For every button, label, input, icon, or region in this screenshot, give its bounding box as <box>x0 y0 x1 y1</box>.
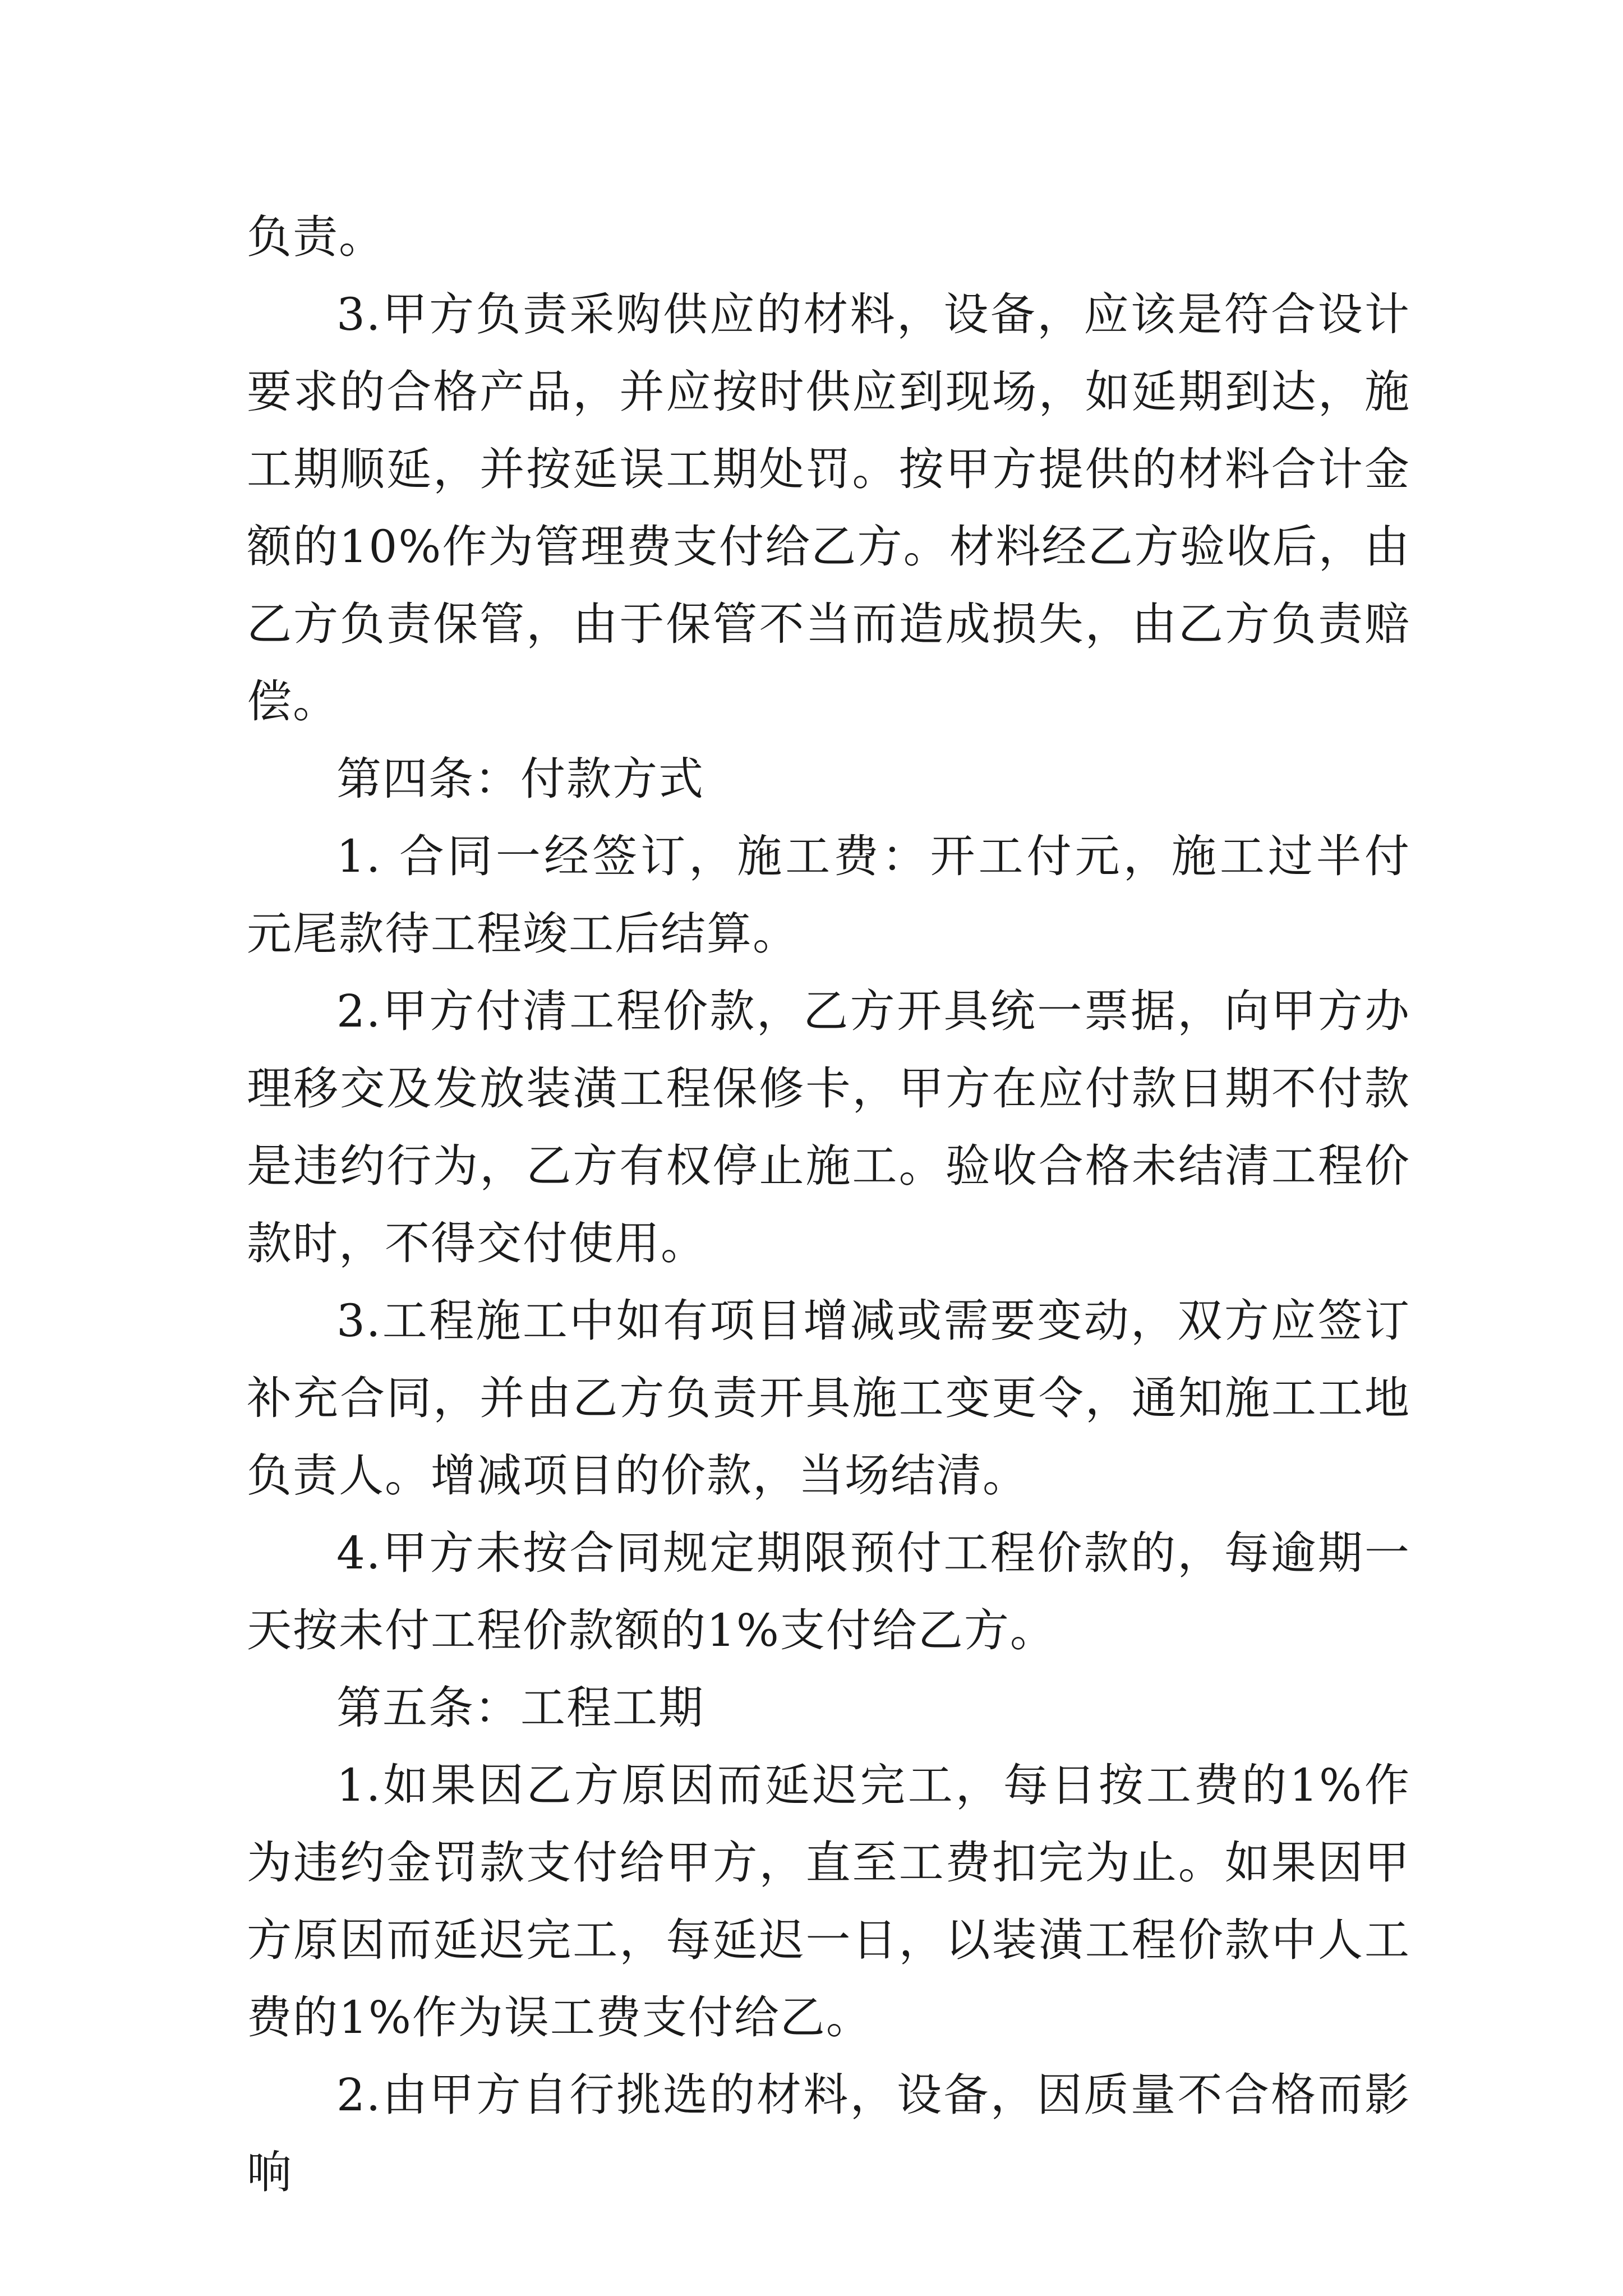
paragraph-item-1-payment: 1. 合同一经签订，施工费：开工付元，施工过半付 元尾款待工程竣工后结算。 <box>247 830 1410 960</box>
paragraph-item-2-materials-quality: 2.由甲方自行挑选的材料，设备，因质量不合格而影响 <box>247 2069 1410 2198</box>
paragraph-item-1-delay: 1.如果因乙方原因而延迟完工，每日按工费的1%作为违约金罚款支付给甲方，直至工费扣完为止。如果因甲方原因而延迟完工，每延迟一日，以装潢工程价款中人工费的1%作为误工费支付给乙。 <box>247 1759 1410 2044</box>
paragraph-item-2-settlement: 2.甲方付清工程价款，乙方开具统一票据，向甲方办理移交及发放装潢工程保修卡，甲方在应付款日期不付款是违约行为，乙方有权停止施工。验收合格未结清工程价款时，不得交付使用。 <box>247 985 1410 1269</box>
section-heading-article-4: 第四条：付款方式 <box>336 753 704 805</box>
paragraph-item-3-changes: 3.工程施工中如有项目增减或需要变动，双方应签订补充合同，并由乙方负责开具施工变更令，通知施工工地负责人。增减项目的价款，当场结清。 <box>247 1295 1410 1502</box>
document-body <box>247 199 1410 2211</box>
paragraph-item-3-materials: 3.甲方负责采购供应的材料，设备，应该是符合设计要求的合格产品，并应按时供应到现场，如延期到达，施工期顺延，并按延误工期处罚。按甲方提供的材料合计金额的10%作为管理费支付给乙方。材料经乙方验收后，由乙方负责保管，由于保管不当而造成损失，由乙方负责赔偿。 <box>247 288 1410 728</box>
paragraph-continuation: 负责。 <box>247 211 385 263</box>
paragraph-item-4-late-payment: 4.甲方未按合同规定期限预付工程价款的，每逾期一天按未付工程价款额的1%支付给乙方。 <box>247 1527 1410 1657</box>
section-heading-article-5: 第五条：工程工期 <box>336 1682 704 1734</box>
